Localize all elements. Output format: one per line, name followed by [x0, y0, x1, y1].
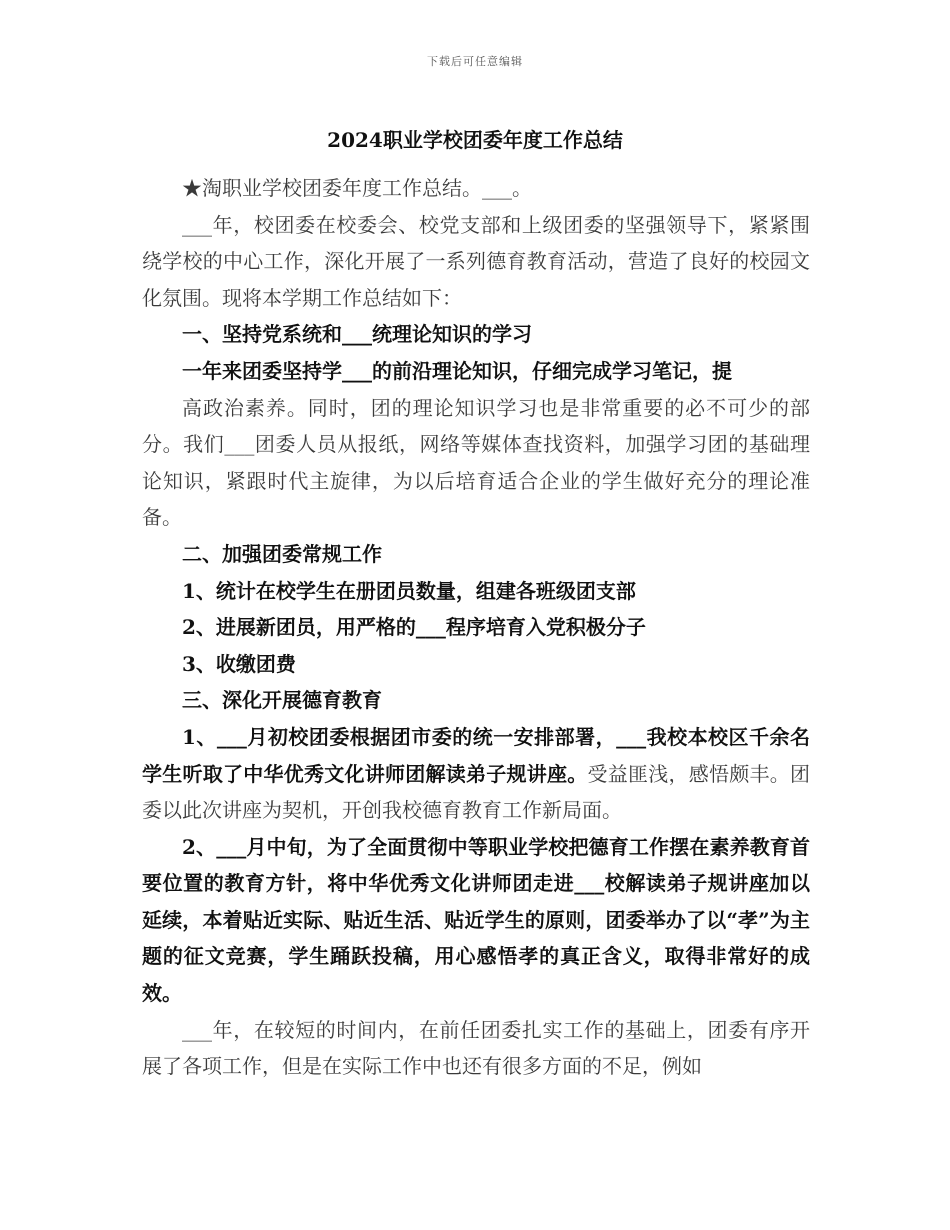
- section-3-item-1: [142, 719, 810, 829]
- section-3-item-1-rest: 受益匪浅，感悟颇丰。团委以此次讲座为契机，开创我校德育教育工作新局面。: [142, 761, 810, 823]
- intro-line: ★淘职业学校团委年度工作总结。___。: [182, 176, 532, 200]
- section-heading-2: 二、加强团委常规工作: [182, 541, 382, 566]
- section-2-item-3: 3、收缴团费: [182, 651, 296, 676]
- closing-paragraph: ___年，在较短的时间内，在前任团委扎实工作的基础上，团委有序开展了各项工作，但是在实际工作中也还有很多方面的不足，例如: [142, 1017, 810, 1079]
- section-1-paragraph: 高政治素养。同时，团的理论知识学习也是非常重要的必不可少的部分。我们___团委人员从报纸，网络等媒体查找资料，加强学习团的基础理论知识，紧跟时代主旋律，为以后培育适合企业的学生做好充分的理论准备。: [142, 395, 810, 530]
- section-heading-3: 三、深化开展德育教育: [182, 688, 382, 713]
- header-note: 下载后可任意编辑: [427, 55, 523, 68]
- document-title: 2024职业学校团委年度工作总结: [327, 128, 623, 152]
- section-2-item-2: 2、进展新团员，用严格的___程序培育入党积极分子: [182, 615, 646, 640]
- intro-paragraph: ___年，校团委在校委会、校党支部和上级团委的坚强领导下，紧紧围绕学校的中心工作，深化开展了一系列德育教育活动，营造了良好的校园文化氛围。现将本学期工作总结如下：: [142, 212, 810, 310]
- document-body: [142, 170, 810, 1085]
- section-3-item-2: 2、___月中旬，为了全面贯彻中等职业学校把德育工作摆在素养教育首要位置的教育方针，将中华优秀文化讲师团走进___校解读弟子规讲座加以延续，本着贴近实际、贴近生活、贴近学生的原则，团委举办了以“孝”为主题的征文竞赛，学生踊跃投稿，用心感悟孝的真正含义，取得非常好的成效。: [142, 834, 810, 1006]
- section-heading-1: 一、坚持党系统和___统理论知识的学习: [182, 322, 532, 347]
- section-1-lead: 一年来团委坚持学___的前沿理论知识，仔细完成学习笔记，提: [182, 358, 732, 383]
- section-3-item-1-bold: 1、___月初校团委根据团市委的统一安排部署，___我校本校区千余名学生听取了中华优秀文化讲师团解读弟子规讲座。: [142, 724, 810, 786]
- section-2-item-1: 1、统计在校学生在册团员数量，组建各班级团支部: [182, 578, 636, 603]
